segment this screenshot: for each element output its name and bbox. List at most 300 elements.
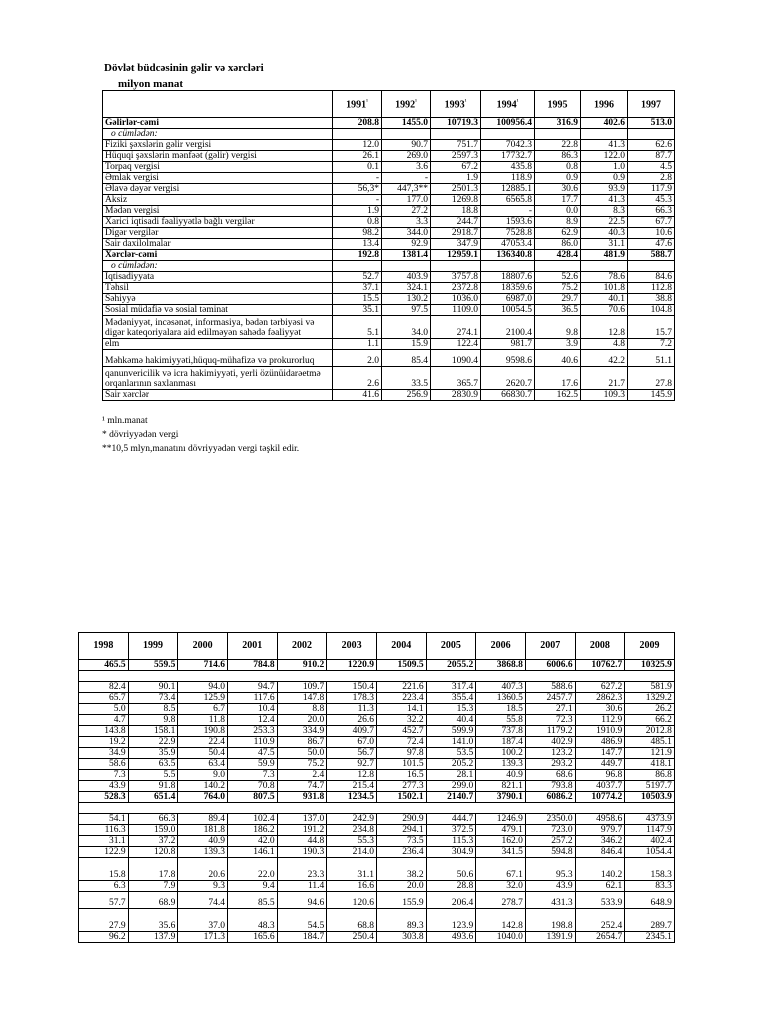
value-cell: 5.5 <box>128 770 178 781</box>
value-cell: 66.3 <box>628 206 675 217</box>
value-cell: 7.3 <box>227 770 277 781</box>
value-cell: 981.7 <box>481 339 535 350</box>
value-cell: 20.0 <box>277 715 327 726</box>
value-cell: 341.5 <box>476 847 526 858</box>
value-cell: 293.2 <box>525 759 575 770</box>
table-row <box>103 367 675 390</box>
page-title: Dövlət büdcəsinin gəlir və xərcləri <box>104 62 264 74</box>
year-label: 1996 <box>594 99 614 111</box>
value-cell: 435.8 <box>481 162 535 173</box>
value-cell: 70.6 <box>581 305 628 316</box>
value-cell: 9.8 <box>128 715 178 726</box>
table-row <box>79 881 675 892</box>
row-label: Sosial müdafiə və sosial təminat <box>103 305 333 316</box>
value-cell: 0.9 <box>535 173 581 184</box>
value-cell: 146.1 <box>227 847 277 858</box>
value-cell: 15.3 <box>426 704 476 715</box>
year-header: 2004 <box>376 633 426 660</box>
value-cell: 29.7 <box>535 294 581 305</box>
value-cell: 85.5 <box>227 892 277 909</box>
value-cell: 42.0 <box>227 836 277 847</box>
value-cell <box>333 129 382 140</box>
value-cell: 1910.9 <box>575 726 625 737</box>
value-cell: 12.8 <box>327 770 377 781</box>
value-cell: 1455.0 <box>382 118 431 129</box>
value-cell: 9.0 <box>178 770 228 781</box>
value-cell: 355.4 <box>426 693 476 704</box>
row-label: Fiziki şəxslərin gəlir vergisi <box>103 140 333 151</box>
value-cell: 142.8 <box>476 909 526 932</box>
year-footnote-mark: ¹ <box>415 99 417 106</box>
value-cell: 191.2 <box>277 825 327 836</box>
value-cell: 304.9 <box>426 847 476 858</box>
value-cell: 274.1 <box>431 316 481 339</box>
value-cell: 115.3 <box>426 836 476 847</box>
row-label: qanunvericilik və icra hakimiyyəti, yerli özünüidarəetmə orqanlarının saxlanması <box>103 367 333 390</box>
value-cell: 372.5 <box>426 825 476 836</box>
value-cell: 12.0 <box>333 140 382 151</box>
year-header-row <box>79 633 675 660</box>
row-label: İqtisadiyyata <box>103 272 333 283</box>
value-cell: 56.7 <box>327 748 377 759</box>
value-cell: 7528.8 <box>481 228 535 239</box>
year-footnote-mark: ¹ <box>366 99 368 106</box>
value-cell: 55.8 <box>476 715 526 726</box>
value-cell: 2.6 <box>333 367 382 390</box>
value-cell: 2501.3 <box>431 184 481 195</box>
value-cell: 10774.2 <box>575 792 625 803</box>
value-cell <box>431 261 481 272</box>
value-cell: 37.1 <box>333 283 382 294</box>
value-cell: 2654.7 <box>575 932 625 943</box>
value-cell: 3.6 <box>382 162 431 173</box>
value-cell: 63.4 <box>178 759 228 770</box>
value-cell: 10719.3 <box>431 118 481 129</box>
value-cell: 41.6 <box>333 390 382 401</box>
value-cell: 12.8 <box>581 316 628 339</box>
value-cell: 346.2 <box>575 836 625 847</box>
row-label: elm <box>103 339 333 350</box>
value-cell: 123.9 <box>426 909 476 932</box>
value-cell: 1.9 <box>333 206 382 217</box>
value-cell: 2372.8 <box>431 283 481 294</box>
value-cell: 513.0 <box>628 118 675 129</box>
value-cell: 102.4 <box>227 814 277 825</box>
value-cell: 23.3 <box>277 858 327 881</box>
value-cell: 66830.7 <box>481 390 535 401</box>
value-cell: 143.8 <box>79 726 129 737</box>
value-cell: 402.6 <box>581 118 628 129</box>
value-cell: 38.8 <box>628 294 675 305</box>
value-cell: 599.9 <box>426 726 476 737</box>
value-cell: 171.3 <box>178 932 228 943</box>
value-cell: 10762.7 <box>575 660 625 671</box>
value-cell: 3868.8 <box>476 660 526 671</box>
value-cell: 54.1 <box>79 814 129 825</box>
value-cell: 1109.0 <box>431 305 481 316</box>
value-cell: 206.4 <box>426 892 476 909</box>
table-row <box>103 305 675 316</box>
value-cell: 714.6 <box>178 660 228 671</box>
value-cell: 402.4 <box>625 836 675 847</box>
value-cell <box>333 261 382 272</box>
value-cell: 2918.7 <box>431 228 481 239</box>
table-row <box>103 140 675 151</box>
value-cell: 130.2 <box>382 294 431 305</box>
value-cell: 139.3 <box>476 759 526 770</box>
value-cell: 1.9 <box>431 173 481 184</box>
value-cell: 10.4 <box>227 704 277 715</box>
value-cell: 15.7 <box>628 316 675 339</box>
value-cell: 198.8 <box>525 909 575 932</box>
value-cell: 50.6 <box>426 858 476 881</box>
value-cell: 28.8 <box>426 881 476 892</box>
table-row <box>103 272 675 283</box>
value-cell: 4037.7 <box>575 781 625 792</box>
value-cell: 34.9 <box>79 748 129 759</box>
value-cell: 58.6 <box>79 759 129 770</box>
value-cell: 89.4 <box>178 814 228 825</box>
row-label: Əmlak vergisi <box>103 173 333 184</box>
table-row <box>79 726 675 737</box>
value-cell: 94.6 <box>277 892 327 909</box>
table-row <box>79 781 675 792</box>
value-cell: 82.4 <box>79 682 129 693</box>
table-row <box>79 704 675 715</box>
year-header-row <box>103 91 675 118</box>
table-row <box>79 770 675 781</box>
value-cell: 316.9 <box>535 118 581 129</box>
value-cell: 190.8 <box>178 726 228 737</box>
value-cell: 10503.9 <box>625 792 675 803</box>
value-cell: - <box>333 195 382 206</box>
value-cell: 1502.1 <box>376 792 426 803</box>
value-cell: 85.4 <box>382 350 431 367</box>
value-cell: 2457.7 <box>525 693 575 704</box>
year-label: 1995 <box>547 99 568 111</box>
value-cell: 3757.8 <box>431 272 481 283</box>
value-cell: 559.5 <box>128 660 178 671</box>
row-label: Torpaq vergisi <box>103 162 333 173</box>
value-cell: 41.3 <box>581 195 628 206</box>
value-cell: 86.8 <box>625 770 675 781</box>
table-row <box>79 748 675 759</box>
value-cell: 67.7 <box>628 217 675 228</box>
value-cell: 178.3 <box>327 693 377 704</box>
value-cell: 19.2 <box>79 737 129 748</box>
table-row <box>103 390 675 401</box>
value-cell: 594.8 <box>525 847 575 858</box>
value-cell: 91.8 <box>128 781 178 792</box>
value-cell: 38.2 <box>376 858 426 881</box>
year-header <box>581 91 628 118</box>
value-cell: 0.8 <box>333 217 382 228</box>
year-header <box>481 91 535 118</box>
year-header: 2007 <box>525 633 575 660</box>
value-cell: 1246.9 <box>476 814 526 825</box>
value-cell: 72.3 <box>525 715 575 726</box>
value-cell: 1509.5 <box>376 660 426 671</box>
value-cell: 137.0 <box>277 814 327 825</box>
value-cell: 15.8 <box>79 858 129 881</box>
value-cell: 910.2 <box>277 660 327 671</box>
value-cell: 139.3 <box>178 847 228 858</box>
value-cell: 807.5 <box>227 792 277 803</box>
footnote: **10,5 mlyn,manatını dövriyyədən vergi təşkil edir. <box>102 444 300 454</box>
value-cell: 90.7 <box>382 140 431 151</box>
value-cell: 6086.2 <box>525 792 575 803</box>
table-row <box>103 250 675 261</box>
value-cell: 8.5 <box>128 704 178 715</box>
value-cell: 109.3 <box>581 390 628 401</box>
value-cell: 22.9 <box>128 737 178 748</box>
value-cell: 192.8 <box>333 250 382 261</box>
value-cell: 344.0 <box>382 228 431 239</box>
value-cell: 122.4 <box>431 339 481 350</box>
value-cell: 90.1 <box>128 682 178 693</box>
value-cell: 1090.4 <box>431 350 481 367</box>
value-cell: 55.3 <box>327 836 377 847</box>
value-cell: 18.5 <box>476 704 526 715</box>
value-cell: 187.4 <box>476 737 526 748</box>
value-cell: 47.6 <box>628 239 675 250</box>
value-cell: 17.6 <box>535 367 581 390</box>
value-cell: 2.8 <box>628 173 675 184</box>
value-cell: 221.6 <box>376 682 426 693</box>
table-row <box>79 858 675 881</box>
value-cell: 165.6 <box>227 932 277 943</box>
value-cell: 317.4 <box>426 682 476 693</box>
value-cell: 150.4 <box>327 682 377 693</box>
year-header: 2002 <box>277 633 327 660</box>
table-row <box>103 162 675 173</box>
value-cell: 121.9 <box>625 748 675 759</box>
table-row <box>79 909 675 932</box>
value-cell: 8.3 <box>581 206 628 217</box>
value-cell: 109.7 <box>277 682 327 693</box>
value-cell: 2620.7 <box>481 367 535 390</box>
value-cell: 444.7 <box>426 814 476 825</box>
value-cell: 7.9 <box>128 881 178 892</box>
value-cell: - <box>481 206 535 217</box>
budget-table-1991-1997 <box>102 90 675 401</box>
value-cell: 3.9 <box>535 339 581 350</box>
value-cell: 9598.6 <box>481 350 535 367</box>
value-cell: 581.9 <box>625 682 675 693</box>
value-cell: 931.8 <box>277 792 327 803</box>
value-cell: 651.4 <box>128 792 178 803</box>
value-cell <box>581 261 628 272</box>
value-cell: 9.4 <box>227 881 277 892</box>
value-cell: 35.6 <box>128 909 178 932</box>
value-cell: 190.3 <box>277 847 327 858</box>
row-label: Məhkəmə hakimiyyəti,hüquq-mühafizə və prokurorluq <box>103 350 333 367</box>
value-cell: 2830.9 <box>431 390 481 401</box>
value-cell: 1329.2 <box>625 693 675 704</box>
value-cell <box>628 129 675 140</box>
year-header: 2008 <box>575 633 625 660</box>
row-label: Mədəniyyət, incəsənət, informasiya, bədən tərbiyəsi və digər kateqoriyalara aid edilməyən sahədə fəaliyyət <box>103 316 333 339</box>
value-cell: 120.8 <box>128 847 178 858</box>
value-cell: 73.4 <box>128 693 178 704</box>
value-cell: 277.3 <box>376 781 426 792</box>
row-label: Sair daxilolmalar <box>103 239 333 250</box>
value-cell: 253.3 <box>227 726 277 737</box>
value-cell: 11.8 <box>178 715 228 726</box>
value-cell: 68.6 <box>525 770 575 781</box>
value-cell: 44.8 <box>277 836 327 847</box>
value-cell: 100.2 <box>476 748 526 759</box>
value-cell: 21.7 <box>581 367 628 390</box>
row-label: Xarici iqtisadi fəaliyyətlə bağlı vergilər <box>103 217 333 228</box>
value-cell: - <box>333 173 382 184</box>
year-footnote-mark: ¹ <box>464 99 467 106</box>
row-label: Hüquqi şəxslərin mənfəət (gəlir) vergisi <box>103 151 333 162</box>
value-cell: 256.9 <box>382 390 431 401</box>
value-cell: 3.3 <box>382 217 431 228</box>
value-cell: - <box>382 173 431 184</box>
value-cell: 7.3 <box>79 770 129 781</box>
value-cell: 104.8 <box>628 305 675 316</box>
value-cell: 140.2 <box>575 858 625 881</box>
value-cell: 289.7 <box>625 909 675 932</box>
value-cell <box>535 261 581 272</box>
value-cell: 17732.7 <box>481 151 535 162</box>
value-cell: 67.1 <box>476 858 526 881</box>
value-cell: 0.1 <box>333 162 382 173</box>
value-cell: 117.6 <box>227 693 277 704</box>
value-cell: 26.1 <box>333 151 382 162</box>
value-cell: 63.5 <box>128 759 178 770</box>
value-cell: 2055.2 <box>426 660 476 671</box>
value-cell: 136340.8 <box>481 250 535 261</box>
value-cell: 723.0 <box>525 825 575 836</box>
value-cell: 793.8 <box>525 781 575 792</box>
value-cell: 0.0 <box>535 206 581 217</box>
value-cell: 3790.1 <box>476 792 526 803</box>
value-cell <box>431 129 481 140</box>
value-cell: 37.0 <box>178 909 228 932</box>
value-cell: 11.3 <box>327 704 377 715</box>
year-label: 1992 <box>395 99 416 111</box>
year-footnote-mark: ¹ <box>516 99 519 106</box>
value-cell: 223.4 <box>376 693 426 704</box>
value-cell: 627.2 <box>575 682 625 693</box>
spacer-cell <box>79 803 675 814</box>
value-cell: 122.0 <box>581 151 628 162</box>
value-cell <box>382 129 431 140</box>
row-label: Digər vergilər <box>103 228 333 239</box>
value-cell: 94.0 <box>178 682 228 693</box>
value-cell: 16.5 <box>376 770 426 781</box>
value-cell: 1593.6 <box>481 217 535 228</box>
value-cell: 41.3 <box>581 140 628 151</box>
value-cell: 236.4 <box>376 847 426 858</box>
value-cell: 83.3 <box>625 881 675 892</box>
value-cell: 1381.4 <box>382 250 431 261</box>
value-cell: 43.9 <box>79 781 129 792</box>
table-row <box>103 283 675 294</box>
value-cell: 648.9 <box>625 892 675 909</box>
value-cell <box>581 129 628 140</box>
value-cell: 184.7 <box>277 932 327 943</box>
value-cell: 257.2 <box>525 836 575 847</box>
value-cell: 101.5 <box>376 759 426 770</box>
value-cell: 481.9 <box>581 250 628 261</box>
year-header <box>628 91 675 118</box>
value-cell: 27.1 <box>525 704 575 715</box>
value-cell: 40.4 <box>426 715 476 726</box>
value-cell: 72.4 <box>376 737 426 748</box>
value-cell: 2.0 <box>333 350 382 367</box>
value-cell: 1040.0 <box>476 932 526 943</box>
value-cell: 10054.5 <box>481 305 535 316</box>
value-cell: 45.3 <box>628 195 675 206</box>
spacer-row <box>79 671 675 682</box>
value-cell: 5.1 <box>333 316 382 339</box>
value-cell: 244.7 <box>431 217 481 228</box>
row-label: o cümlədən: <box>103 129 333 140</box>
value-cell: 14.1 <box>376 704 426 715</box>
value-cell: 2100.4 <box>481 316 535 339</box>
value-cell: 234.8 <box>327 825 377 836</box>
table-row <box>79 693 675 704</box>
value-cell: 9.8 <box>535 316 581 339</box>
value-cell: 67.0 <box>327 737 377 748</box>
value-cell: 27.8 <box>628 367 675 390</box>
value-cell: 118.9 <box>481 173 535 184</box>
value-cell: 100956.4 <box>481 118 535 129</box>
value-cell: 70.8 <box>227 781 277 792</box>
value-cell: 22.5 <box>581 217 628 228</box>
footnote: ¹ mln.manat <box>102 416 148 426</box>
value-cell: 4373.9 <box>625 814 675 825</box>
year-label: 1997 <box>641 99 661 111</box>
table-row <box>103 217 675 228</box>
year-header: 2005 <box>426 633 476 660</box>
row-label: Xərclər-cəmi <box>103 250 333 261</box>
table-row <box>79 660 675 671</box>
value-cell: 299.0 <box>426 781 476 792</box>
year-header: 2000 <box>178 633 228 660</box>
value-cell: 6565.8 <box>481 195 535 206</box>
value-cell: 447,3** <box>382 184 431 195</box>
table-row <box>79 892 675 909</box>
value-cell: 208.8 <box>333 118 382 129</box>
value-cell <box>481 261 535 272</box>
value-cell: 22.8 <box>535 140 581 151</box>
year-header: 2003 <box>327 633 377 660</box>
value-cell: 1391.9 <box>525 932 575 943</box>
value-cell: 6.7 <box>178 704 228 715</box>
value-cell <box>628 261 675 272</box>
value-cell <box>382 261 431 272</box>
table-row <box>103 261 675 272</box>
value-cell: 409.7 <box>327 726 377 737</box>
table-row <box>103 129 675 140</box>
value-cell: 141.0 <box>426 737 476 748</box>
spacer-row <box>79 803 675 814</box>
value-cell: 62.9 <box>535 228 581 239</box>
value-cell: 1269.8 <box>431 195 481 206</box>
value-cell: 1054.4 <box>625 847 675 858</box>
value-cell: 37.2 <box>128 836 178 847</box>
value-cell: 4.7 <box>79 715 129 726</box>
footnote: * dövriyyədən vergi <box>102 430 179 440</box>
year-header: 1998 <box>79 633 129 660</box>
value-cell: 2597.3 <box>431 151 481 162</box>
value-cell: 8.8 <box>277 704 327 715</box>
